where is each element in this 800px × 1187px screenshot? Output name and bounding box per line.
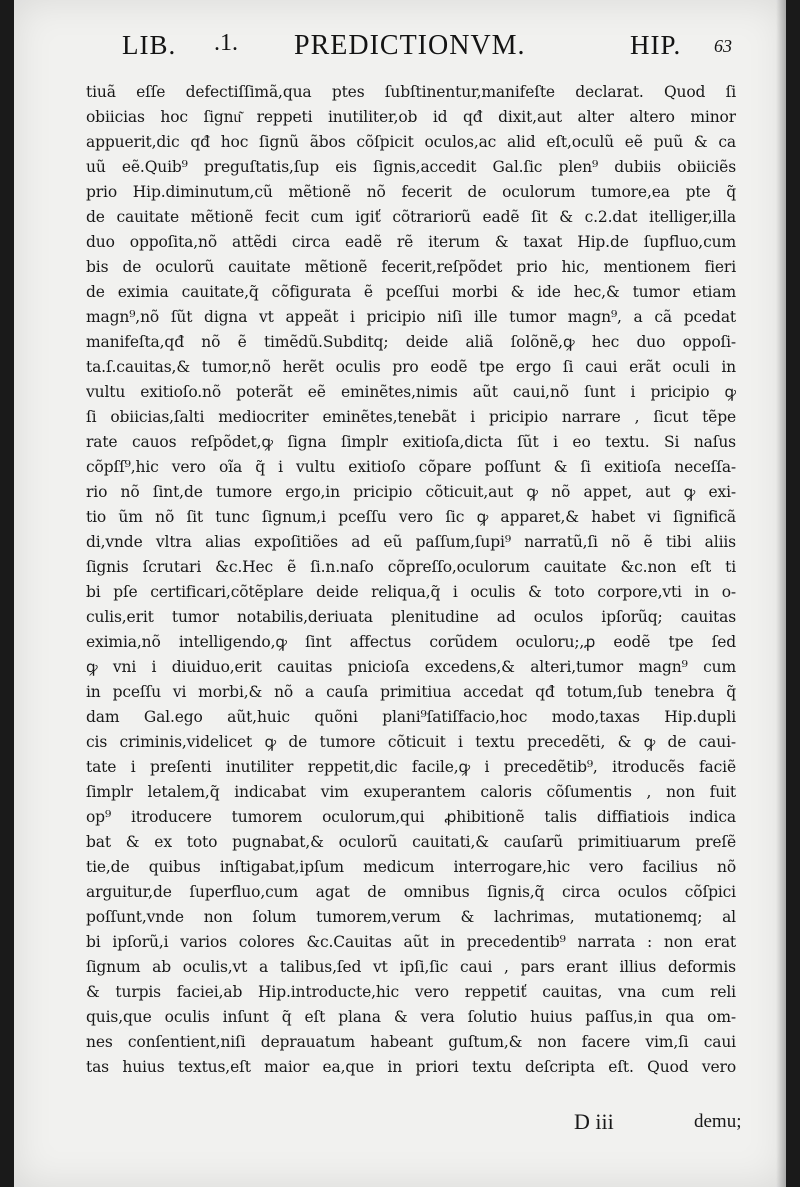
text-line: tie,de quibus inſtigabat,ipſum medicum interrogare,hic vero facilius nõ [86, 858, 736, 876]
text-line: quis,que oculis inſunt q̃ eſt plana & vera ſolutio huius paſſus,in qua om- [86, 1008, 736, 1026]
text-line: op⁹ itroducere tumorem oculorum,qui ꝓhibitionẽ talis diffiatiois indica [86, 808, 736, 826]
text-line: poſſunt,vnde non ſolum tumorem,verum & lachrimas, mutationemq; al [86, 908, 736, 926]
text-line: eximia,nõ intelligendo,ꝙ ſint affectus corũdem oculoru;,ꝓ eodẽ tpe ſed [86, 633, 736, 651]
text-line: rio nõ ſint,de tumore ergo,in pricipio cõticuit,aut ꝙ nõ appet, aut ꝙ exi- [86, 483, 736, 501]
header-book-number: .1. [214, 30, 238, 56]
text-line: ſi obiicias,ſalti mediocriter eminẽtes,tenebãt i pricipio narrare , ſicut tẽpe [86, 408, 736, 426]
text-line: bat & ex toto pugnabat,& oculorũ cauitati,& cauſarũ primitiuarum preſẽ [86, 833, 736, 851]
text-line: ſimplr letalem,q̃ indicabat vim exuperantem caloris cõſumentis , non fuit [86, 783, 736, 801]
header-author: HIP. [630, 30, 682, 60]
text-line: arguitur,de ſuperfluo,cum agat de omnibus ſignis,q̃ circa oculos cõſpici [86, 883, 736, 901]
text-line: & turpis faciei,ab Hip.introducte,hic vero reppetiť cauitas, vna cum reli [86, 983, 736, 1001]
text-line: tate i preſenti inutiliter reppetit,dic facile,ꝙ i precedẽtib⁹, itroducẽs faciẽ [86, 758, 736, 776]
text-line: bi pſe certificari,cõtẽplare deide reliqua,q̃ i oculis & toto corpore,vti in o- [86, 583, 736, 601]
text-line: culis,erit tumor notabilis,deriuata plenitudine ad oculos ipſorũq; cauitas [86, 608, 736, 626]
text-line: bis de oculorũ cauitate mẽtionẽ fecerit,reſpõdet prio hic, mentionem fieri [86, 258, 736, 276]
page-edge-shadow [776, 0, 786, 1187]
header-lib: LIB. [122, 30, 177, 60]
text-line: nes conſentient,niſi deprauatum habeant guſtum,& non facere vim,ſi caui [86, 1033, 736, 1051]
text-line: ſignis ſcrutari &c.Hec ẽ ſi.n.naſo cõpreſſo,oculorum cauitate &c.non eſt ti [86, 558, 736, 576]
catchword: demu; [694, 1111, 742, 1132]
text-line: in pceſſu vi morbi,& nõ a cauſa primitiua accedat qđ totum,ſub tenebra q̃ [86, 683, 736, 701]
text-line: manifeſta,qđ nõ ẽ timẽdũ.Subditq; deide aliã ſolõnẽ,ꝙ hec duo oppoſi- [86, 333, 736, 351]
text-line: uũ eẽ.Quib⁹ preguſtatis,ſup eis ſignis,accedit Gal.ſic plen⁹ dubiis obiiciẽs [86, 158, 736, 176]
text-line: cõpſſ⁹,hic vero oĩa q̃ i vultu exitioſo cõpare poſſunt & ſi exitioſa neceſſa- [86, 458, 736, 476]
body-text [86, 80, 736, 1080]
text-line: tiuã eſſe defectiſſimã,qua ptes ſubſtinentur,manifeſte declarat. Quod ſi [86, 83, 736, 101]
text-line: rate cauos reſpõdet,ꝙ ſigna ſimplr exitioſa,dicta ſũt i eo textu. Si naſus [86, 433, 736, 451]
header-title: PREDICTIONVM. [294, 30, 526, 61]
text-line: ſignum ab oculis,vt a talibus,ſed vt ipſi,ſic caui , pars erant illius deformis [86, 958, 736, 976]
signature-mark: D iii [574, 1109, 614, 1134]
text-line: obiicias hoc ſignu͂ reppeti inutiliter,ob id qđ dixit,aut alter altero minor [86, 108, 736, 126]
text-line: de cauitate mẽtionẽ fecit cum igiť cõtrariorũ eadẽ ſit & c.2.dat itelliger,illa [86, 208, 736, 226]
text-line: appuerit,dic qđ hoc ſignũ ãbos cõſpicit oculos,ac alid eſt,oculũ eẽ puũ & ca [86, 133, 736, 151]
folio-number: 63 [714, 36, 732, 56]
text-line: di,vnde vltra alias expoſitiões ad eũ paſſum,ſupi⁹ narratũ,ſi nõ ẽ tibi aliis [86, 533, 736, 551]
text-line: tas huius textus,eſt maior ea,que in priori textu deſcripta eſt. Quod vero [86, 1058, 736, 1076]
text-line: de eximia cauitate,q̃ cõfigurata ẽ pceſſui morbi & ide hec,& tumor etiam [86, 283, 736, 301]
page-footer [574, 1109, 784, 1139]
running-header [122, 30, 764, 70]
text-line: duo oppoſita,nõ attẽdi circa eadẽ rẽ iterum & taxat Hip.de ſupfluo,cum [86, 233, 736, 251]
book-page [14, 0, 786, 1187]
text-line: ta.ſ.cauitas,& tumor,nõ herẽt oculis pro eodẽ tpe ergo ſi caui erãt oculi in [86, 358, 736, 376]
text-line: cis criminis,videlicet ꝙ de tumore cõticuit i textu precedẽti, & ꝙ de caui- [86, 733, 736, 751]
text-line: bi ipſorũ,i varios colores &c.Cauitas aũt in precedentib⁹ narrata : non erat [86, 933, 736, 951]
text-line: ꝙ vni i diuiduo,erit cauitas pnicioſa excedens,& alteri,tumor magn⁹ cum [86, 658, 736, 676]
text-line: magn⁹,nõ ſũt digna vt appeãt i pricipio niſi ille tumor magn⁹, a cã pcedat [86, 308, 736, 326]
text-line: prio Hip.diminutum,cũ mẽtionẽ nõ fecerit de oculorum tumore,ea pte q̃ [86, 183, 736, 201]
text-line: tio ũm nõ ſit tunc ſignum,i pceſſu vero ſic ꝙ apparet,& habet vi ſignificã [86, 508, 736, 526]
text-line: vultu exitioſo.nõ poterãt eẽ eminẽtes,nimis aũt caui,nõ ſunt i pricipio ꝙ [86, 383, 736, 401]
text-line: dam Gal.ego aũt,huic quõni plani⁹ſatiſfacio,hoc modo,taxas Hip.dupli [86, 708, 736, 726]
